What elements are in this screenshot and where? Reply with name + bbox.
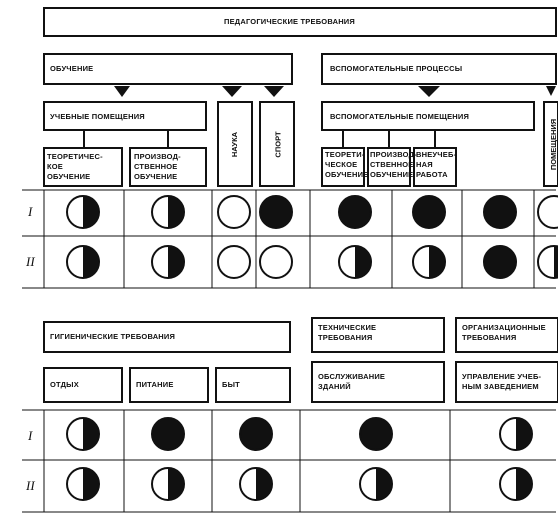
right-sub2-label: ПОМЕЩЕНИЯ xyxy=(549,118,558,171)
top-circle-r1-c7 xyxy=(484,196,516,228)
technical-label: ТЕХНИЧЕСКИЕ ТРЕБОВАНИЯ xyxy=(318,323,377,342)
top-circle-r1-c3 xyxy=(218,196,250,228)
col-label-2: ПРОИЗВОД- СТВЕННОЕ ОБУЧЕНИЕ xyxy=(134,152,181,181)
top-circle-r2-c2 xyxy=(152,246,184,278)
title-label: ПЕДАГОГИЧЕСКИЕ ТРЕБОВАНИЯ xyxy=(224,17,355,26)
col-label-7: ВНЕУЧЕБ- НАЯ РАБОТА xyxy=(416,150,457,179)
bottom-circle-r2-c4 xyxy=(360,468,392,500)
right-sub-label: ВСПОМОГАТЕЛЬНЫЕ ПОМЕЩЕНИЯ xyxy=(330,112,470,121)
top-circle-r2-c6 xyxy=(413,246,445,278)
bottom-circle-r1-c2 xyxy=(152,418,184,450)
top-circle-r2-c3 xyxy=(218,246,250,278)
left-sub-label: УЧЕБНЫЕ ПОМЕЩЕНИЯ xyxy=(50,112,145,121)
top-circle-r1-c1 xyxy=(67,196,99,228)
top-circle-r2-c8 xyxy=(538,246,558,278)
top-circle-r1-c2 xyxy=(152,196,184,228)
col-label-6: ПРОИЗВОД- СТВЕННОЕ ОБУЧЕНИЕ xyxy=(370,150,417,179)
top-circles xyxy=(67,196,558,278)
left-group-label: ОБУЧЕНИЕ xyxy=(50,64,94,73)
bottom-col-label-3: БЫТ xyxy=(222,380,240,389)
top-circle-r2-c7 xyxy=(484,246,516,278)
bottom-circle-r2-c3 xyxy=(240,468,272,500)
top-circle-r1-c6 xyxy=(413,196,445,228)
bottom-row-label-1: I xyxy=(28,428,33,443)
bottom-col-label-5: УПРАВЛЕНИЕ УЧЕБ- НЫМ ЗАВЕДЕНИЕМ xyxy=(462,372,542,391)
bottom-col-label-1: ОТДЫХ xyxy=(50,380,79,389)
bottom-circle-r2-c1 xyxy=(67,468,99,500)
col-label-sport: СПОРТ xyxy=(273,131,283,158)
top-circle-r2-c5 xyxy=(339,246,371,278)
bottom-circle-r2-c5 xyxy=(500,468,532,500)
top-circle-r1-c5 xyxy=(339,196,371,228)
col-label-5: ТЕОРЕТИ- ЧЕСКОЕ ОБУЧЕНИЕ xyxy=(325,150,369,179)
bottom-col-label-4: ОБСЛУЖИВАНИЕ ЗДАНИЙ xyxy=(318,372,386,391)
bottom-circle-r1-c3 xyxy=(240,418,272,450)
top-circle-r1-c4 xyxy=(260,196,292,228)
top-row-label-1: I xyxy=(28,204,33,219)
bottom-circle-r1-c5 xyxy=(500,418,532,450)
top-row-label-2: II xyxy=(26,254,35,269)
organizational-label: ОРГАНИЗАЦИОННЫЕ ТРЕБОВАНИЯ xyxy=(462,323,546,342)
top-circle-r2-c1 xyxy=(67,246,99,278)
top-circle-r1-c8 xyxy=(538,196,558,228)
right-group-label: ВСПОМОГАТЕЛЬНЫЕ ПРОЦЕССЫ xyxy=(330,64,463,73)
bottom-row-label-2: II xyxy=(26,478,35,493)
bottom-circle-r1-c1 xyxy=(67,418,99,450)
top-circle-r2-c4 xyxy=(260,246,292,278)
hygiene-label: ГИГИЕНИЧЕСКИЕ ТРЕБОВАНИЯ xyxy=(50,332,176,341)
col-label-1: ТЕОРЕТИЧЕС- КОЕ ОБУЧЕНИЕ xyxy=(47,152,103,181)
bottom-circle-r1-c4 xyxy=(360,418,392,450)
bottom-col-label-2: ПИТАНИЕ xyxy=(136,380,174,389)
bottom-circle-r2-c2 xyxy=(152,468,184,500)
col-label-science: НАУКА xyxy=(230,131,240,158)
